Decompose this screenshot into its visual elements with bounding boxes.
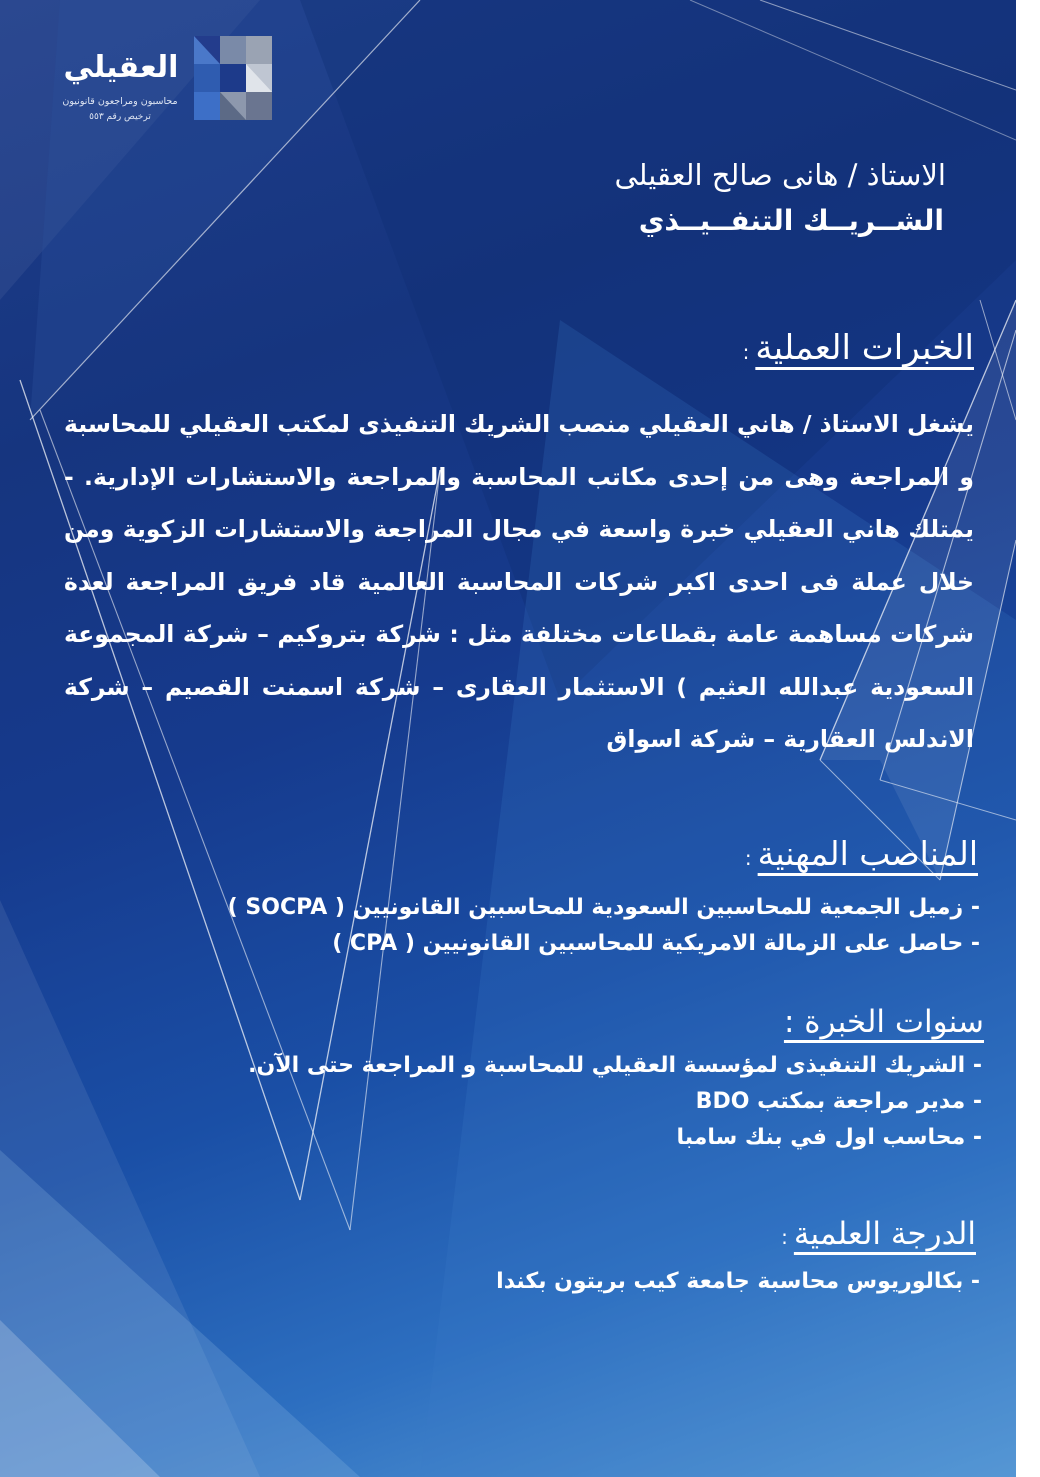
positions-colon: : [744,846,752,870]
experience-heading [743,328,974,368]
list-item: - حاصل على الزمالة الامريكية للمحاسبين القانونيين ( CPA ) [332,931,980,956]
positions-heading [745,834,978,873]
person-role: الشــريــك التنفــيــذي [638,204,944,237]
positions-title: المناصب المهنية [757,834,978,873]
list-item: - زميل الجمعية للمحاسبين السعودية للمحاسبين القانونيين ( SOCPA ) [227,895,980,920]
company-logo-name: العقيلي [63,50,179,85]
experience-title: الخبرات العملية [755,328,974,368]
degree-list [496,1264,980,1300]
positions-list [228,890,980,962]
years-title: سنوات الخبرة : [783,1004,984,1040]
experience-paragraph: يشغل الاستاذ / هاني العقيلي منصب الشريك التنفيذى لمكتب العقيلي للمحاسبة و المراجعة وهى من إحدى مكاتب المحاسبة والمراجعة والاستشارات الإدارية. - يمتلك هاني العقيلي خبرة واسعة في مجال المراجعة والاستشارات الزكوية ومن خلال عملة فى احدى اكبر شركات المحاسبة العالمية قاد فريق المراجعة لعدة شركات مساهمة عامة بقطاعات مختلفة مثل : شركة بتروكيم – شركة المجموعة السعودية عبدالله العثيم ) الاستثمار العقارى – شركة اسمنت القصيم – شركة الاندلس العقارية – شركة اسواق [64,410,974,753]
company-logo-subtitle: محاسبون ومراجعون قانونيون [62,96,178,107]
experience-colon: : [742,340,750,364]
list-item: - محاسب اول في بنك سامبا [676,1125,982,1150]
person-name: الاستاذ / هانى صالح العقيلى [614,158,946,192]
years-list [248,1048,982,1156]
list-item: - مدير مراجعة بمكتب BDO [695,1089,982,1114]
list-item: - الشريك التنفيذى لمؤسسة العقيلي للمحاسبة و المراجعة حتى الآن. [248,1053,982,1078]
degree-heading [781,1216,976,1252]
list-item: - بكالوريوس محاسبة جامعة كيب بريتون بكندا [496,1269,980,1294]
company-license-number: ترخيص رقم ٥٥٣ [89,112,151,122]
degree-title: الدرجة العلمية [793,1216,976,1252]
years-heading [784,1004,984,1040]
degree-colon: : [781,1225,788,1249]
